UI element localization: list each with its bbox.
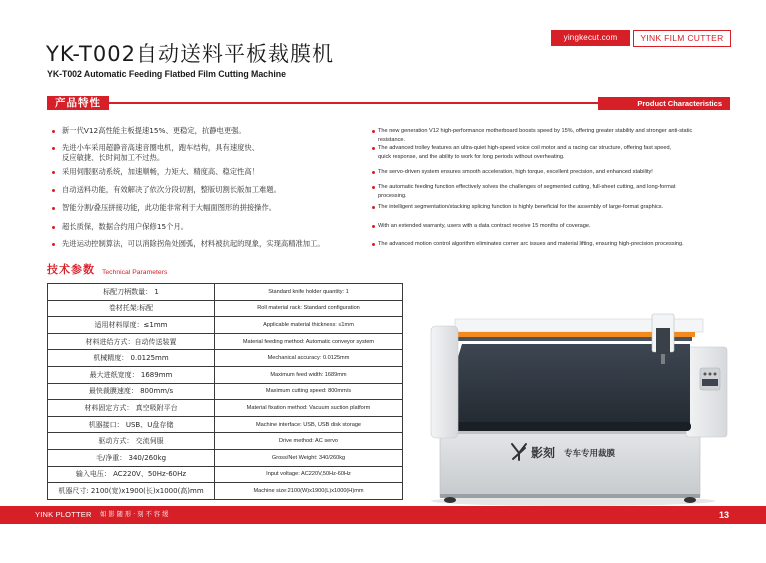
left-end-plate	[431, 326, 458, 438]
spec-row	[48, 284, 403, 301]
spec-row	[48, 317, 403, 334]
bullet-dot	[372, 171, 375, 174]
spec-en-cell: Machine size:2100(W)x1900(L)x1000(H)mm	[215, 483, 403, 500]
feature-en-item	[378, 127, 692, 144]
feature-en-item	[378, 168, 653, 177]
base-bottom-edge	[440, 494, 700, 498]
specs-table-body	[48, 284, 403, 500]
specs-heading-zh: 技术参数	[47, 263, 95, 276]
page-subtitle: YK-T002 Automatic Feeding Flatbed Film Cutting Machine	[47, 69, 286, 79]
feature-en-line: The advanced motion control algorithm eliminates corner arc issues and material lifting, ensuring high-precision processing.	[378, 241, 684, 247]
specs-table	[47, 283, 403, 500]
footer-brand: YINK PLOTTER	[35, 510, 92, 519]
caster-wheel	[444, 497, 456, 503]
feature-zh-item	[62, 203, 276, 213]
features-heading-zh: 产品特性	[47, 96, 109, 110]
spec-en-cell: Drive method: AC servo	[215, 433, 403, 450]
spec-en-cell: Material fixation method: Vacuum suction platform	[215, 400, 403, 417]
bullet-dot	[52, 130, 55, 133]
spec-en-cell: Machine interface: USB, USB disk storage	[215, 416, 403, 433]
machine-logo-text: 影刻	[531, 446, 556, 460]
feature-zh-line: 自动送料功能，有效解决了依次分段切割，整版切割长版加工难题。	[62, 185, 281, 194]
feature-zh-line: 采用伺服驱动系统，加速顺畅，力矩大、精度高、稳定性高！	[62, 167, 260, 176]
feature-zh-item	[62, 143, 259, 163]
spec-zh-cell: 机械精度： 0.0125mm	[48, 350, 215, 367]
spec-en-cell: Input voltage: AC220V,50Hz-60Hz	[215, 466, 403, 483]
spec-en-cell: Gross/Net Weight: 340/260kg	[215, 449, 403, 466]
panel-button-icon	[704, 373, 707, 376]
spec-row	[48, 483, 403, 500]
spec-row	[48, 333, 403, 350]
bullet-dot	[52, 243, 55, 246]
bullet-dot	[372, 130, 375, 133]
bullet-dot	[52, 226, 55, 229]
feature-zh-item	[62, 185, 281, 195]
bullet-dot	[372, 206, 375, 209]
feature-zh-item	[62, 239, 325, 249]
feature-en-item	[378, 240, 684, 249]
bullet-dot	[52, 189, 55, 192]
spec-zh-cell: 输入电压： AC220V、50Hz-60Hz	[48, 466, 215, 483]
spec-en-cell: Maximum cutting speed: 800mm/s	[215, 383, 403, 400]
feature-zh-line: 超长质保，数据合约用户保修15个月。	[62, 222, 189, 231]
features-heading-en: Product Characteristics	[598, 97, 730, 110]
base-cabinet	[440, 433, 700, 497]
spec-row	[48, 400, 403, 417]
spec-en-cell: Applicable material thickness: ≤1mm	[215, 317, 403, 334]
spec-row	[48, 366, 403, 383]
spec-en-cell: Material feeding method: Automatic conveyor system	[215, 333, 403, 350]
spec-zh-cell: 材料固定方式： 真空吸附平台	[48, 400, 215, 417]
spec-zh-cell: 机器接口： USB、U盘存储	[48, 416, 215, 433]
feature-zh-item	[62, 167, 259, 177]
feature-en-line: quick response, and the ability to work for long periods without overheating.	[378, 153, 565, 160]
bullet-dot	[372, 186, 375, 189]
spec-row	[48, 383, 403, 400]
spec-zh-cell: 材料进给方式：自动传送装置	[48, 333, 215, 350]
bullet-dot	[52, 171, 55, 174]
spec-row	[48, 350, 403, 367]
website-badge: yingkecut.com	[551, 30, 630, 46]
feature-en-line: With an extended warranty, users with a data contract receive 15 months of coverage.	[378, 223, 591, 229]
feature-en-line: The servo-driven system ensures smooth acceleration, high torque, excellent precision, and enhanced stability!	[378, 169, 653, 175]
feature-zh-line: 新一代V12高性能主板提速15%、更稳定，抗静电更强。	[62, 126, 246, 135]
feature-en-line: The advanced trolley features an ultra-quiet high-speed voice coil motor and a racing car structure, offering fast speed,	[378, 145, 672, 151]
feature-en-item	[378, 144, 671, 161]
spec-row	[48, 466, 403, 483]
machine-panel-text: 专车专用裁膜	[564, 449, 616, 459]
spec-zh-cell: 最大进纸宽度： 1689mm	[48, 366, 215, 383]
cutting-blade	[661, 354, 665, 364]
cutting-head-body	[656, 328, 670, 354]
panel-button-icon	[709, 373, 712, 376]
front-roller	[436, 422, 691, 431]
feature-zh-item	[62, 222, 188, 232]
feature-en-item	[378, 222, 591, 231]
spec-row	[48, 416, 403, 433]
spec-en-cell: Mechanical accuracy: 0.0125mm	[215, 350, 403, 367]
spec-zh-cell: 毛/净重： 340/260kg	[48, 449, 215, 466]
machine-illustration	[428, 292, 738, 507]
spec-en-cell: Roll material rack: Standard configuration	[215, 300, 403, 317]
feature-zh-item	[62, 126, 246, 136]
bullet-dot	[52, 147, 55, 150]
spec-row	[48, 300, 403, 317]
spec-zh-cell: 最快裁膜速度： 800mm/s	[48, 383, 215, 400]
product-line-badge: YINK FILM CUTTER	[633, 30, 731, 47]
page-number: 13	[719, 510, 730, 520]
caster-wheel	[684, 497, 696, 503]
bullet-dot	[372, 243, 375, 246]
feature-en-line: resistance.	[378, 136, 406, 143]
panel-button-icon	[714, 373, 717, 376]
bullet-dot	[372, 147, 375, 150]
bullet-dot	[372, 225, 375, 228]
spec-zh-cell: 适用材料厚度：≤1mm	[48, 317, 215, 334]
feature-zh-line: 智能分割/叠压拼接功能，此功能非常利于大幅面图形的拼接操作。	[62, 203, 277, 212]
feature-en-item	[378, 203, 663, 212]
feature-zh-line: 先进小车采用超静音高速音圈电机，跑车结构，具有速度快、	[62, 143, 260, 152]
feature-en-line: The intelligent segmentation/stacking splicing function is highly beneficial for the assembly of large-format graphics.	[378, 204, 664, 210]
spec-row	[48, 433, 403, 450]
spec-zh-cell: 标配刀柄数量： 1	[48, 284, 215, 301]
spec-zh-cell: 卷材托架:标配	[48, 300, 215, 317]
specs-heading-en: Technical Parameters	[102, 269, 168, 276]
right-housing	[686, 347, 727, 437]
spec-en-cell: Standard knife holder quantity: 1	[215, 284, 403, 301]
conveyor-belt	[437, 344, 690, 428]
footer-slogan: 如 影 随 形 · 刻 不 容 缓	[100, 511, 169, 518]
spec-zh-cell: 驱动方式： 交流伺服	[48, 433, 215, 450]
feature-en-line: The automatic feeding function effectively solves the challenges of segmented cutting, full-sheet cutting, and long-format	[378, 184, 676, 190]
page-title: YK-T002自动送料平板裁膜机	[46, 42, 334, 66]
spec-en-cell: Maximum feed width: 1689mm	[215, 366, 403, 383]
feature-en-line: processing.	[378, 192, 407, 199]
feature-en-item	[378, 183, 675, 200]
footer-bar	[0, 506, 766, 524]
panel-screen	[702, 379, 718, 386]
feature-zh-line: 先进运动控制算法，可以消除拐角处圆弧，材料被抗起的现象，实现高精准加工。	[62, 239, 325, 248]
feature-zh-line: 反应敏捷、长时间加工不过热。	[62, 153, 165, 162]
feature-en-line: The new generation V12 high-performance motherboard boosts speed by 15%, offering greater stability and stronger anti-static	[378, 128, 693, 134]
spec-row	[48, 449, 403, 466]
bullet-dot	[52, 207, 55, 210]
spec-zh-cell: 机器尺寸: 2100(宽)x1900(长)x1000(高)mm	[48, 483, 215, 500]
